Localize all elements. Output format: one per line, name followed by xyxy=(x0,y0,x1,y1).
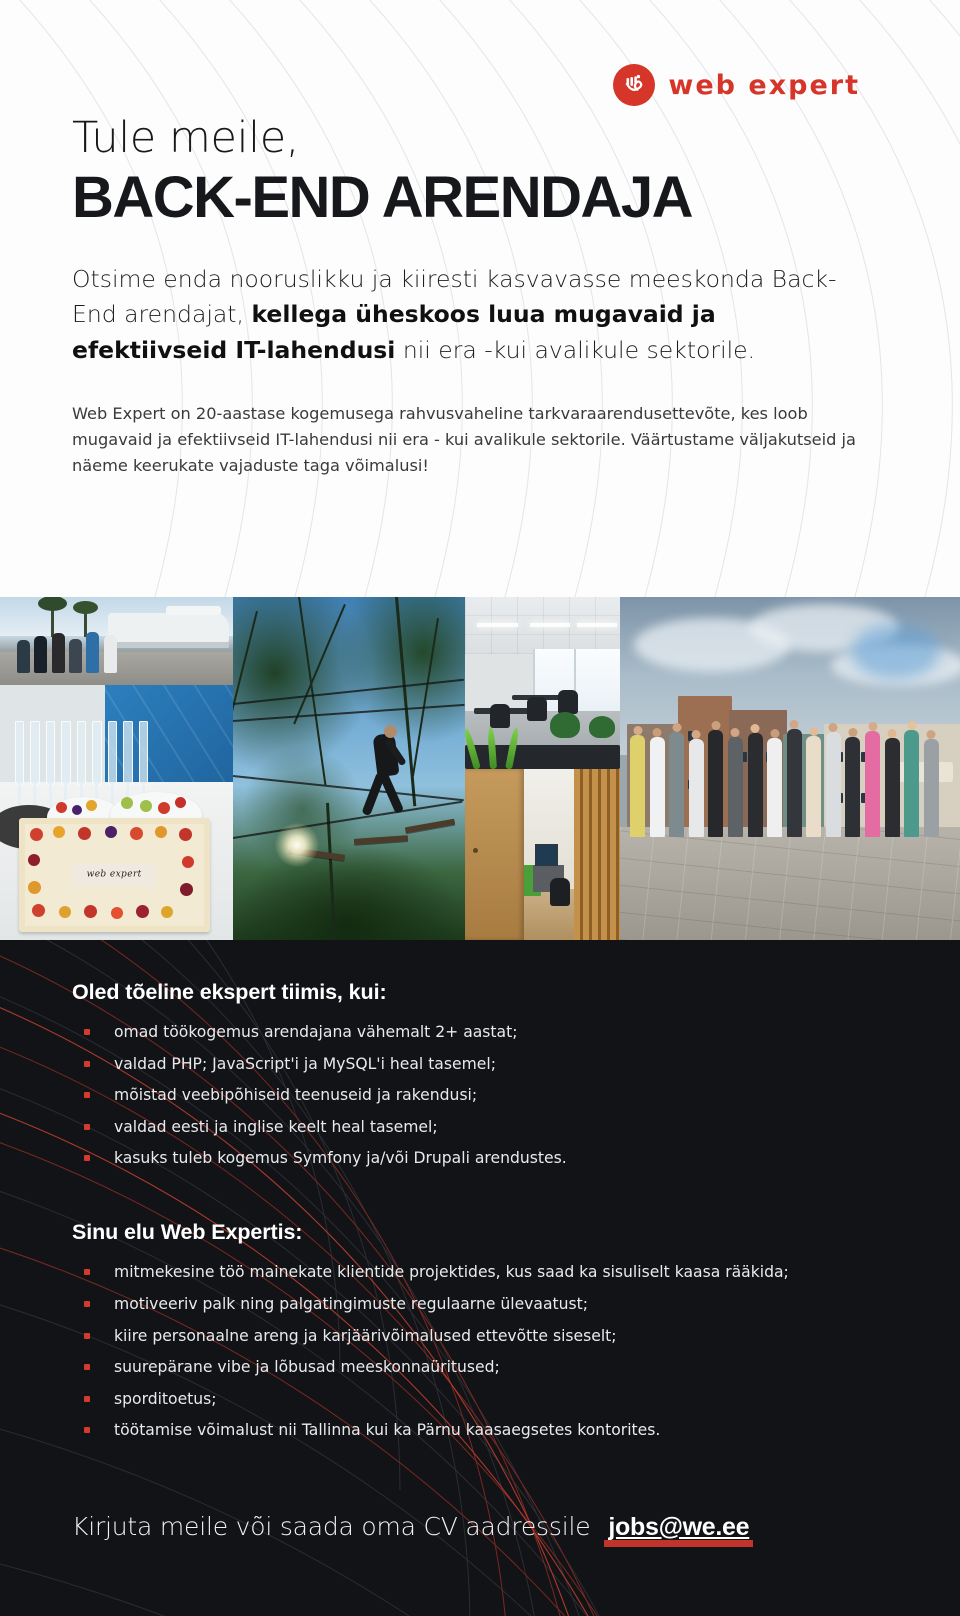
team-marina-photo xyxy=(0,597,233,685)
details-section xyxy=(0,940,960,1616)
collage-column-office xyxy=(465,597,620,940)
cake-label: web expert xyxy=(73,864,155,887)
list-item: töötamise võimalust nii Tallinna kui ka Pärnu kaasaegsetes kontorites. xyxy=(82,1419,802,1442)
cake-surface xyxy=(19,818,210,933)
brand-name: web expert xyxy=(668,69,860,101)
collage-column-left xyxy=(0,597,233,940)
lead-part-1: Otsime enda nooruslikku ja kiiresti kasvavasse meeskonda Back-End arendajat, xyxy=(72,264,837,329)
climber-figure xyxy=(363,734,409,830)
collage-column-venice xyxy=(620,597,960,940)
lead-paragraph xyxy=(72,262,862,369)
list-item: valdad eesti ja inglise keelt heal tasemel; xyxy=(82,1116,802,1139)
kicker-text: Tule meile, xyxy=(72,113,300,163)
brand-logo xyxy=(72,0,888,106)
requirements-title: Oled tõeline ekspert tiimis, kui: xyxy=(72,980,387,1004)
web-expert-circle-logo-icon xyxy=(613,64,655,106)
benefits-list xyxy=(72,1261,888,1442)
email-link[interactable]: jobs@we.ee xyxy=(604,1513,753,1542)
list-item: motiveeriv palk ning palgatingimuste regulaarne ülevaatust; xyxy=(82,1293,802,1316)
open-office-photo xyxy=(465,597,620,769)
list-item: omad töökogemus arendajana vähemalt 2+ aastat; xyxy=(82,1021,802,1044)
collage-column-trees xyxy=(233,597,465,940)
catering-cake-photo xyxy=(0,685,233,940)
lead-part-2: nii era -kui avalikule sektorile. xyxy=(395,336,756,365)
lead-bold-part: kellega üheskoos luua mugavaid ja efektiivseid IT-lahendusi xyxy=(72,300,716,365)
list-item: sporditoetus; xyxy=(82,1388,802,1411)
wooden-door-office-photo xyxy=(465,769,620,940)
header-section xyxy=(0,0,960,597)
company-description: Web Expert on 20-aastase kogemusega rahvusvaheline tarkvaraarendusettevõte, kes loob mugavaid ja efektiivseid IT-lahendusi nii era - kui avalikule sektorile. Väärtustame väljakutseid ja näeme keerukate vajaduste taga võimalusi! xyxy=(72,403,856,476)
rope-course-photo xyxy=(233,597,465,940)
benefits-title: Sinu elu Web Expertis: xyxy=(72,1220,303,1245)
contact-cta xyxy=(72,1512,753,1542)
list-item: mitmekesine töö mainekate klientide projektides, kus saad ka sisuliselt kaasa rääkida; xyxy=(82,1261,802,1284)
requirements-list xyxy=(72,1021,888,1170)
list-item: kasuks tuleb kogemus Symfony ja/või Drupali arendustes. xyxy=(82,1147,802,1170)
venice-group-photo xyxy=(620,597,960,940)
list-item: mõistad veebipõhiseid teenuseid ja rakendusi; xyxy=(82,1084,802,1107)
photo-collage xyxy=(0,597,960,940)
cta-label: Kirjuta meile või saada oma CV aadressile xyxy=(72,1512,591,1541)
list-item: valdad PHP; JavaScript'i ja MySQL'i heal tasemel; xyxy=(82,1053,802,1076)
list-item: suurepärane vibe ja lõbusad meeskonnaüritused; xyxy=(82,1356,802,1379)
list-item: kiire personaalne areng ja karjäärivõimalused ettevõtte siseselt; xyxy=(82,1325,802,1348)
page-title: BACK-END ARENDAJA xyxy=(72,165,693,231)
group-of-people xyxy=(627,721,953,838)
